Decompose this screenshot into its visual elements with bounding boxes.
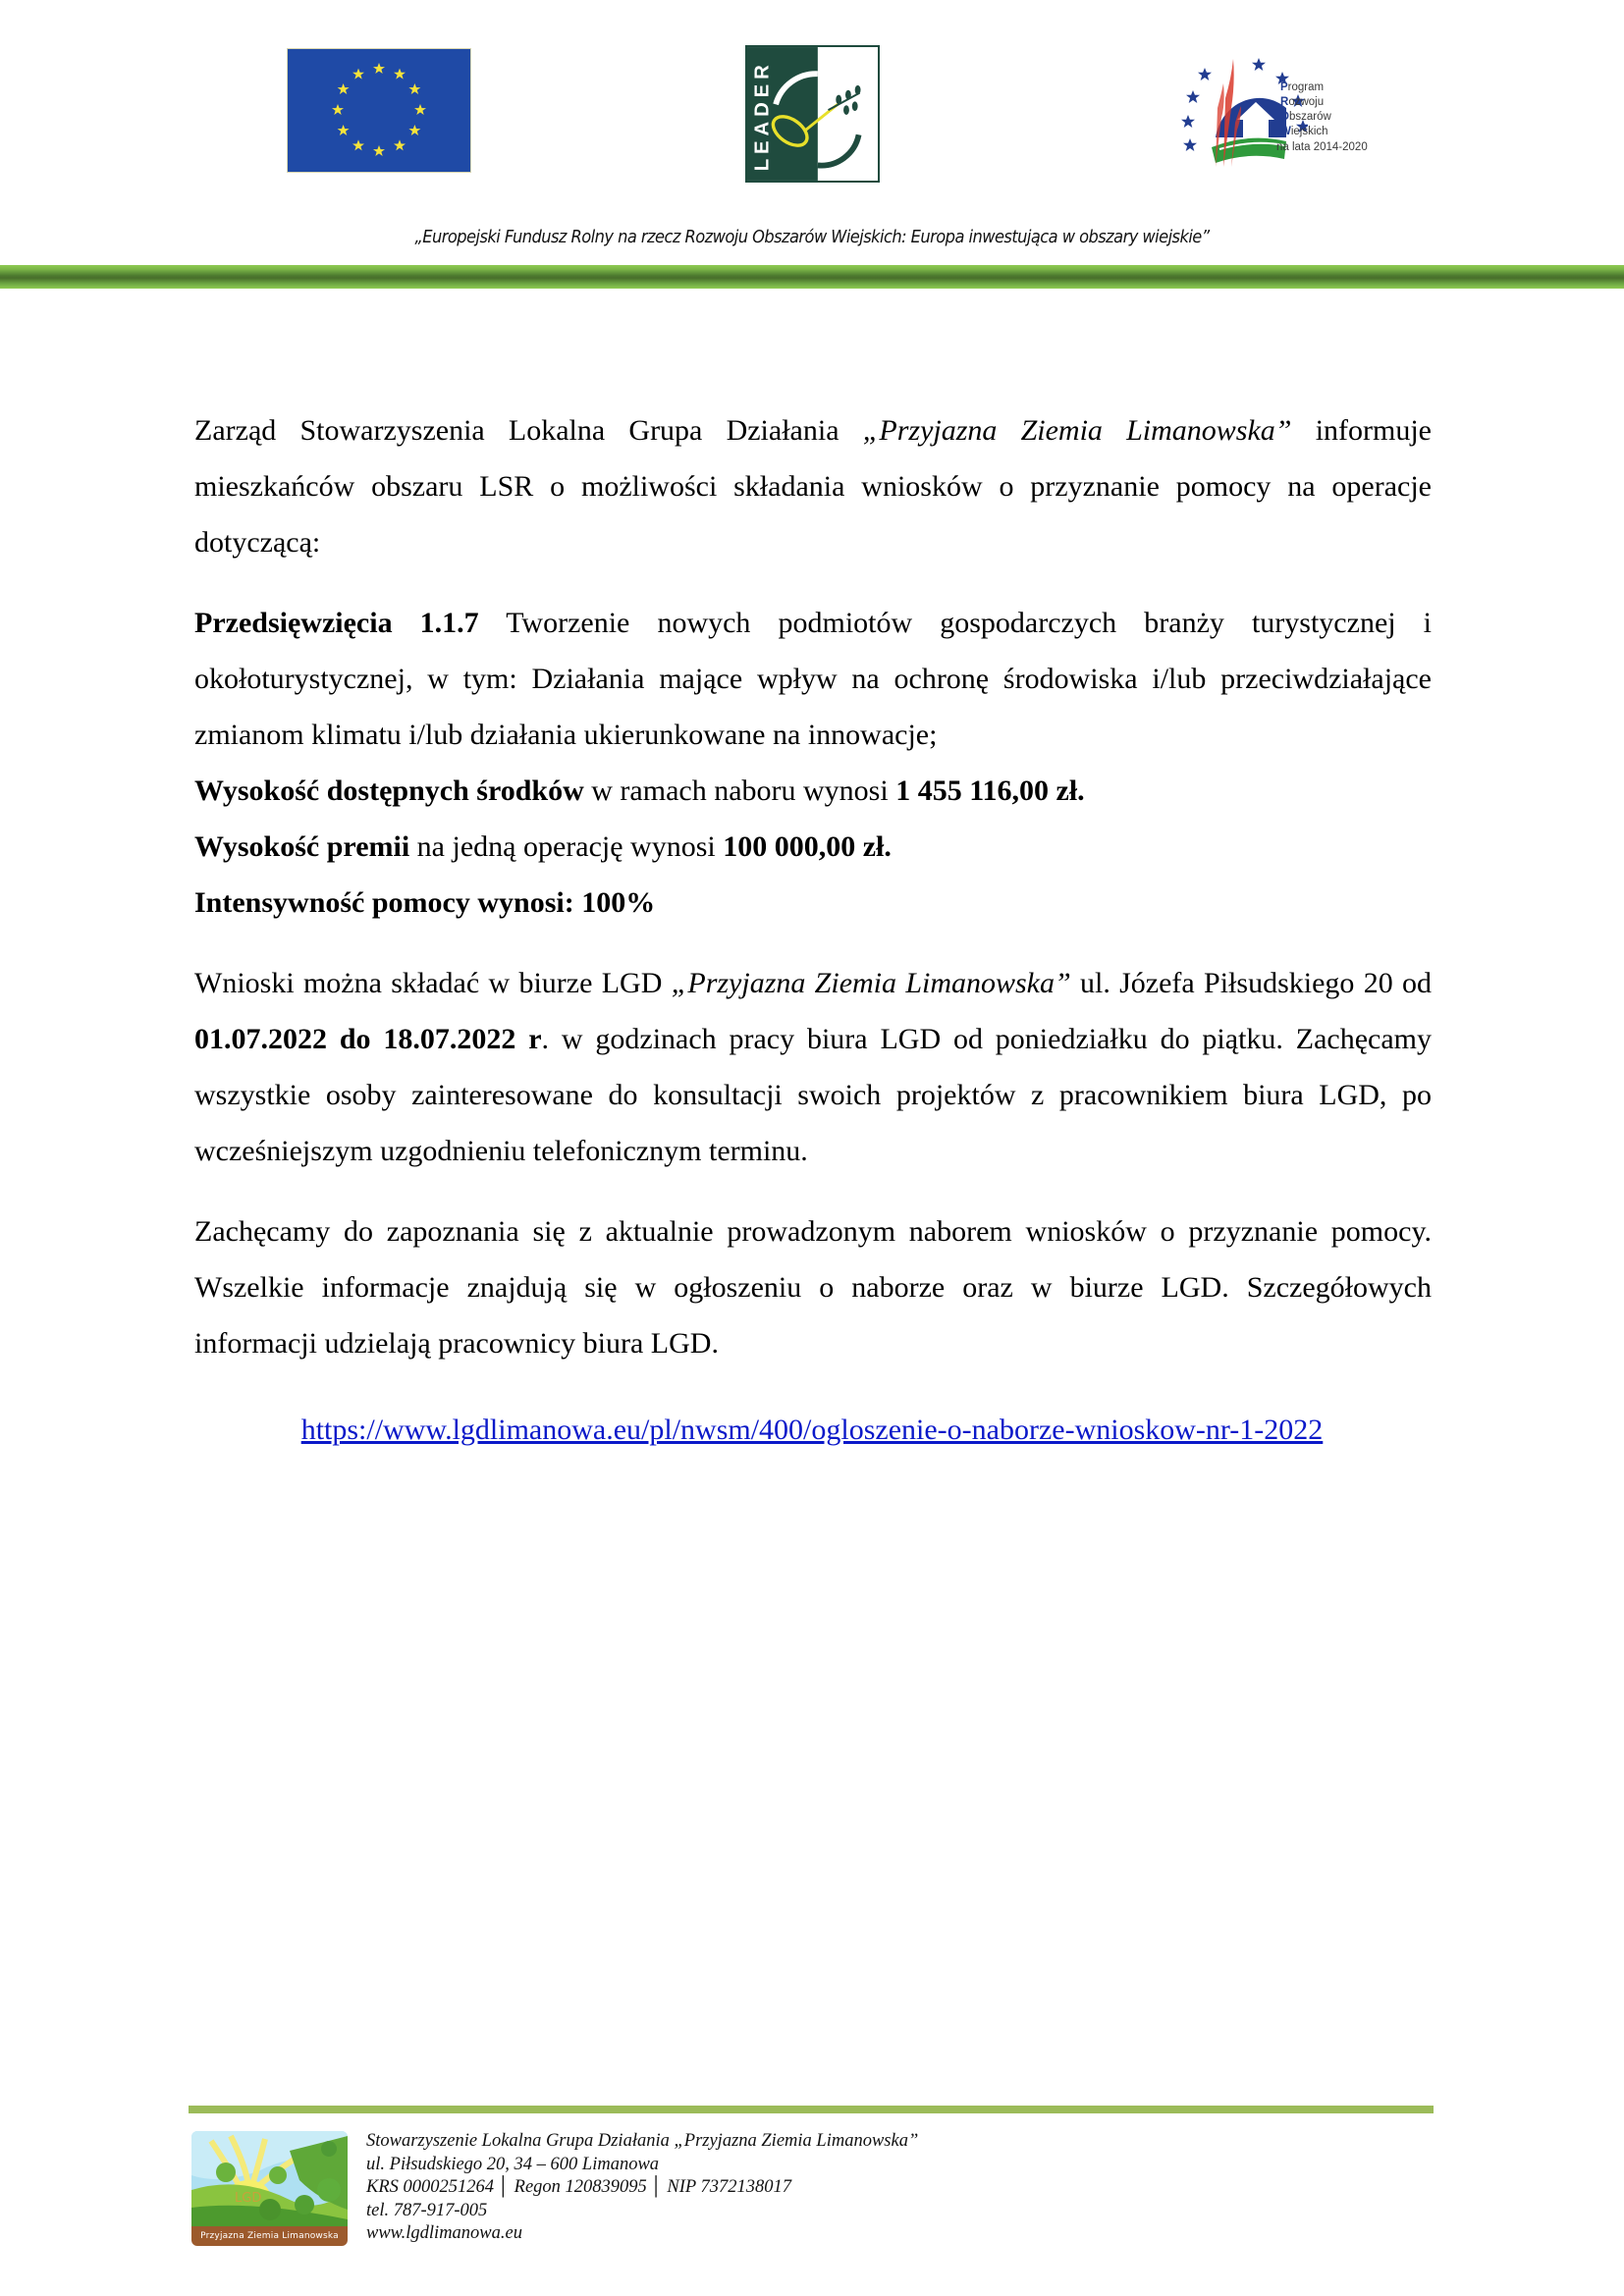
- footer-registry: KRS 0000251264 │ Regon 120839095 │ NIP 7372138017: [366, 2177, 792, 2197]
- link-line: [0, 1414, 1624, 1447]
- footer-divider: [189, 2106, 1434, 2113]
- svg-text:LEADER: LEADER: [751, 60, 774, 172]
- tagline: „Europejski Fundusz Rolny na rzecz Rozwoju Obszarów Wiejskich: Europa inwestująca w obszary wiejskie”: [414, 228, 1210, 247]
- leader-logo: [745, 45, 880, 183]
- footer-phone: tel. 787-917-005: [366, 2200, 488, 2220]
- prow-years: na lata 2014-2020: [1276, 141, 1368, 153]
- prow-title: Program Rozwoju Obszarów Wiejskich: [1280, 81, 1331, 137]
- intro-paragraph: Zarząd Stowarzyszenia Lokalna Grupa Działania „Przyjazna Ziemia Limanowska” informuje mieszkańców obszaru LSR o możliwości składania wniosków o przyznanie pomocy na operacje dotyczącą:: [194, 414, 1432, 559]
- measure-paragraph: Przedsięwzięcia 1.1.7 Tworzenie nowych podmiotów gospodarczych branży turystycznej i okołoturystycznej, w tym: Działania mające wpływ na ochronę środowiska i/lub przeciwdziałające zmianom klimatu i/lub działania ukierunkowane na innowacje;: [194, 607, 1433, 751]
- footer-address: ul. Piłsudskiego 20, 34 – 600 Limanowa: [366, 2154, 660, 2174]
- funds-amount: 1 455 116,00 zł.: [895, 774, 1085, 807]
- submission-paragraph: Wnioski można składać w biurze LGD „Przyjazna Ziemia Limanowska” ul. Józefa Piłsudskiego 20 od 01.07.2022 do 18.07.2022 r. w godzinach pracy biura LGD od poniedziałku do piątku. Zachęcamy wszystkie osoby zainteresowane do konsultacji swoich projektów z pracownikiem biura LGD, po wcześniejszym uzgodnieniu telefonicznym terminu.: [194, 967, 1433, 1167]
- leader-emblem-icon: [747, 47, 878, 181]
- measure-label: Przedsięwzięcia 1.1.7: [194, 607, 479, 639]
- prow-logo: [1161, 39, 1386, 167]
- premium-amount: 100 000,00 zł.: [723, 830, 892, 863]
- funds-line: Wysokość dostępnych środków w ramach naboru wynosi 1 455 116,00 zł.: [194, 774, 1085, 807]
- lgd-landscape-icon: [191, 2131, 348, 2226]
- announcement-body: [194, 402, 1432, 1371]
- footer-org-name: Stowarzyszenie Lokalna Grupa Działania „Przyjazna Ziemia Limanowska”: [366, 2131, 919, 2151]
- encouragement-paragraph: Zachęcamy do zapoznania się z aktualnie prowadzonym naborem wniosków o przyznanie pomocy. Wszelkie informacje znajdują się w ogłoszeniu o naborze oraz w biurze LGD. Szczegółowych informacji udzielają pracownicy biura LGD.: [194, 1215, 1432, 1360]
- lgd-caption: Przyjazna Ziemia Limanowska: [191, 2226, 348, 2246]
- lgd-logo: [191, 2131, 348, 2246]
- eu-stars-icon: [288, 49, 470, 172]
- svg-text:LGD: LGD: [235, 2191, 262, 2206]
- premium-line: Wysokość premii na jedną operację wynosi 100 000,00 zł.: [194, 830, 892, 863]
- header-green-bar: [0, 265, 1624, 289]
- footer-website: www.lgdlimanowa.eu: [366, 2223, 522, 2243]
- submission-dates: 01.07.2022 do 18.07.2022 r: [194, 1023, 542, 1055]
- intensity-line: Intensywność pomocy wynosi: 100%: [194, 886, 656, 919]
- eu-flag-logo: [287, 48, 471, 173]
- footer-contact: [366, 2130, 918, 2246]
- lgd-name: „Przyjazna Ziemia Limanowska”: [862, 414, 1292, 447]
- announcement-link[interactable]: https://www.lgdlimanowa.eu/pl/nwsm/400/ogloszenie-o-naborze-wnioskow-nr-1-2022: [300, 1414, 1324, 1446]
